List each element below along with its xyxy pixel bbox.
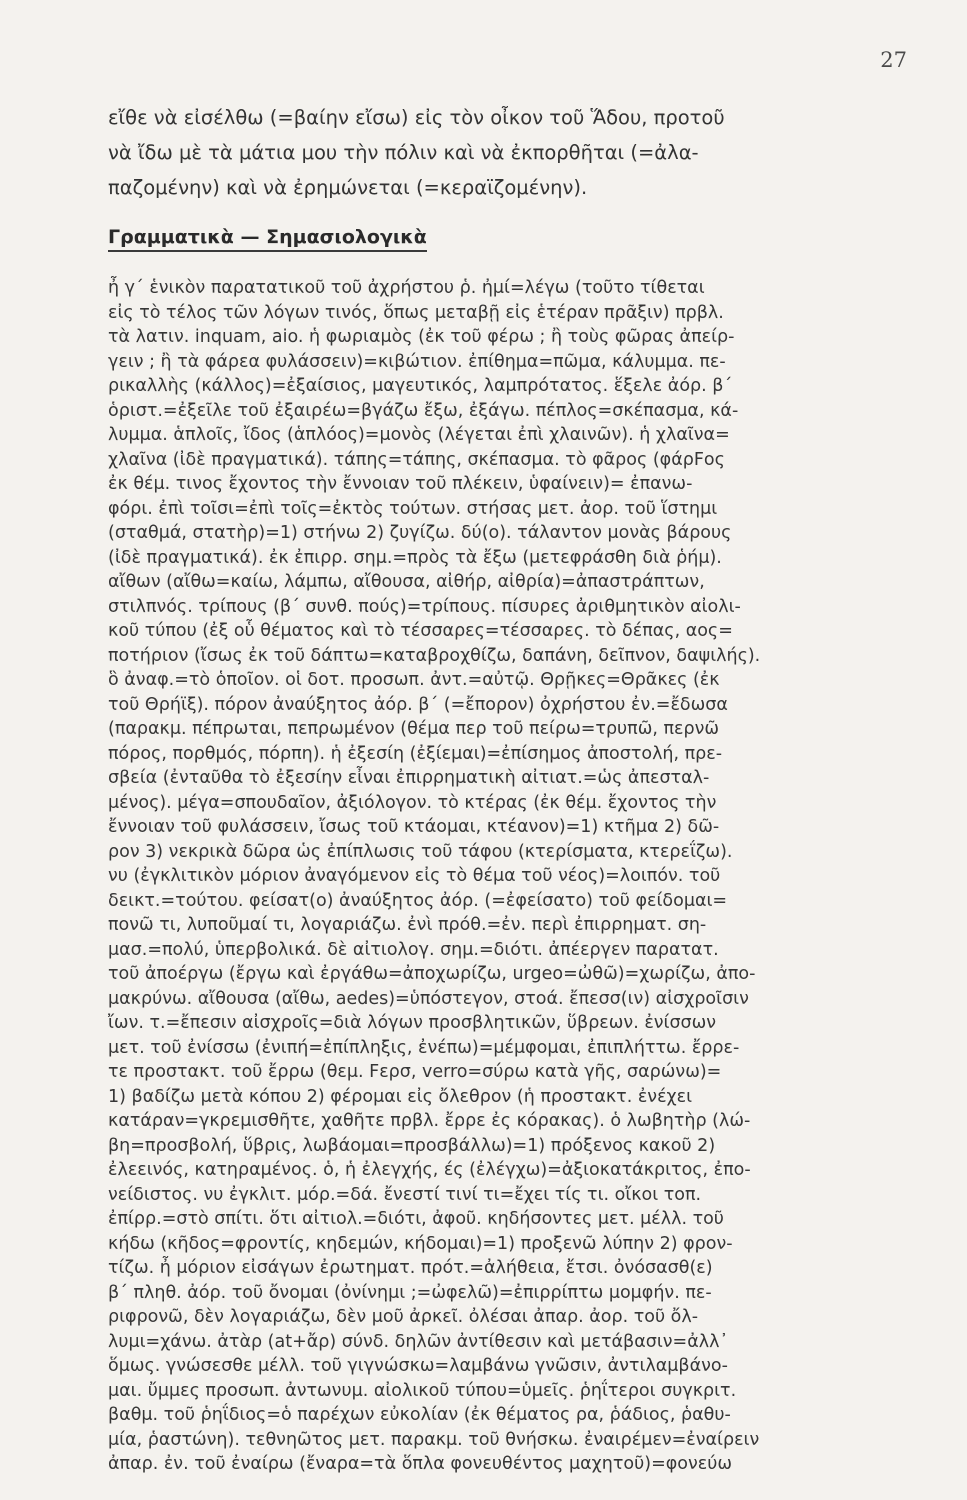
text-line: αἴθων (αἴθω=καίω, λάμπω, αἴθουσα, αἰθήρ, αἰθρία)=ἀπαστράπτων, [108,572,705,592]
text-line: πόρος, πορθμός, πόρπη). ἡ ἐξεσίη (ἐξίεμαι)=ἐπίσημος ἀποστολή, πρε- [108,743,723,764]
page-number: 27 [880,48,907,72]
text-line: τὰ λατιν. inquam, aio. ἡ φωριαμὸς (ἐκ τοῦ φέρω ; ἢ τοὺς φῶρας ἀπείρ- [108,327,735,347]
translation-paragraph [108,100,898,205]
text-line: λυμμα. ἁπλοῖς, ἴδος (ἁπλόος)=μονὸς (λέγεται ἐπὶ χλαινῶν). ἡ χλαῖνα= [108,425,730,445]
text-line: τίζω. ἦ μόριον εἰσάγων ἐρωτηματ. πρότ.=ἀλήθεια, ἔτσι. ὀνόσασθ(ε) [108,1258,713,1278]
text-line: κήδω (κῆδος=φροντίς, κηδεμών, κήδομαι)=1) προξενῶ λύπην 2) φρον- [108,1233,733,1254]
text-line: κατάραν=γκρεμισθῆτε, χαθῆτε πρβλ. ἔρρε ἐς κόρακας). ὁ λωβητὴρ (λώ- [108,1111,751,1131]
text-line: νυ (ἐγκλιτικὸν μόριον ἀναγόμενον εἰς τὸ θέμα τοῦ νέος)=λοιπόν. τοῦ [108,866,721,886]
text-line: β΄ πληθ. ἀόρ. τοῦ ὄνομαι (ὀνίνημι ;=ὠφελῶ)=ἐπιρρίπτω μομφήν. πε- [108,1282,712,1303]
text-line: τε προστακτ. τοῦ ἔρρω (θεμ. Fερσ, verro=σύρω κατὰ γῆς, σαρώνω)= [108,1062,722,1082]
text-line: λυμι=χάνω. ἀτὰρ (at+ἄρ) σύνδ. δηλῶν ἀντίθεσιν καὶ μετάβασιν=ἀλλ᾽ [108,1331,729,1352]
text-line: νείδιστος. νυ ἐγκλιτ. μόρ.=δά. ἔνεστί τινί τι=ἔχει τίς τι. οἴκοι τοπ. [108,1184,702,1205]
text-line: τοῦ Θρήϊξ). πόρον ἀναύξητος ἀόρ. β΄ (=ἔπορον) ὀχρήστου ἐν.=ἔδωσα [108,694,728,715]
text-line: χλαῖνα (ἰδὲ πραγματικά). τάπης=τάπης, σκέπασμα. τὸ φᾶρος (φάρFος [108,449,725,470]
text-line: τοῦ ἀποέργω (ἔργω καὶ ἐργάθω=ἀποχωρίζω, urgeo=ὠθῶ)=χωρίζω, ἀπο- [108,964,756,984]
text-line: παζομένην) καὶ νὰ ἐρημώνεται (=κεραϊζομένην). [108,176,588,199]
text-line: μασ.=πολύ, ὑπερβολικά. δὲ αἰτιολογ. σημ.=διότι. ἀπέεργεν παρατατ. [108,939,719,960]
text-line: πονῶ τι, λυποῦμαί τι, λογαριάζω. ἐνὶ πρόθ.=ἐν. περὶ ἐπιρρηματ. ση- [108,915,707,935]
text-line: στιλπνός. τρίπους (β΄ συνθ. πούς)=τρίπους. πίσυρες ἀριθμητικὸν αἰολι- [108,596,741,617]
text-line: ἦ γ΄ ἑνικὸν παρατατικοῦ τοῦ ἀχρήστου ῥ. ἠμί=λέγω (τοῦτο τίθεται [108,278,705,298]
text-line: ριφρονῶ, δὲν λογαριάζω, δὲν μοῦ ἀρκεῖ. ὀλέσαι ἀπαρ. ἀορ. τοῦ ὄλ- [108,1307,699,1327]
text-line: μαι. ὔμμες προσωπ. ἀντωνυμ. αἰολικοῦ τύπου=ὑμεῖς. ῥηΐτεροι συγκριτ. [108,1380,737,1401]
text-line: βη=προσβολή, ὕβρις, λωβάομαι=προσβάλλω)=1) πρόξενος κακοῦ 2) [108,1135,716,1156]
text-line: σβεία (ἐνταῦθα τὸ ἐξεσίην εἶναι ἐπιρρηματικὴ αἰτιατ.=ὡς ἀπεσταλ- [108,768,710,788]
text-line: ἐλεεινός, κατηραμένος. ὁ, ἡ ἐλεγχής, ές (ἐλέγχω)=ἀξιοκατάκριτος, ἐπο- [108,1160,751,1180]
text-line: ἐκ θέμ. τινος ἔχοντος τὴν ἔννοιαν τοῦ πλέκειν, ὑφαίνειν)= ἐπανω- [108,474,693,494]
text-line: ὁριστ.=ἐξεῖλε τοῦ ἐξαιρέω=βγάζω ἔξω, ἐξάγω. πέπλος=σκέπασμα, κά- [108,400,739,421]
text-line: εἰς τὸ τέλος τῶν λόγων τινός, ὅπως μεταβῇ εἰς ἑτέραν πρᾶξιν) πρβλ. [108,302,724,323]
text-line: ὃ ἀναφ.=τὸ ὁποῖον. οἱ δοτ. προσωπ. ἀντ.=αὐτῷ. Θρῇκες=Θρᾶκες (ἐκ [108,670,720,690]
text-line: δεικτ.=τούτου. φείσατ(ο) ἀναύξητος ἀόρ. (=ἐφείσατο) τοῦ φείδομαι= [108,890,728,911]
text-line: νὰ ἴδω μὲ τὰ μάτια μου τὴν πόλιν καὶ νὰ ἐκπορθῆται (=ἀλα- [108,141,699,164]
text-line: ἔννοιαν τοῦ φυλάσσειν, ἴσως τοῦ κτάομαι, κτέανον)=1) κτῆμα 2) δῶ- [108,817,720,837]
text-line: 1) βαδίζω μετὰ κόπου 2) φέρομαι εἰς ὄλεθρον (ἡ προστακτ. ἐνέχει [108,1086,693,1107]
text-line: εἴθε νὰ εἰσέλθω (=βαίην εἴσω) εἰς τὸν οἶκον τοῦ Ἅδου, προτοῦ [108,106,725,129]
text-line: φόρι. ἐπὶ τοῖσι=ἐπὶ τοῖς=ἐκτὸς τούτων. στήσας μετ. ἀορ. τοῦ ἵστημι [108,498,718,519]
text-line: ἴων. τ.=ἔπεσιν αἰσχροῖς=διὰ λόγων προσβλητικῶν, ὕβρεων. ἐνίσσων [108,1013,717,1033]
text-line: μία, ῥαστώνη). τεθνηῶτος μετ. παρακμ. τοῦ θνήσκω. ἐναιρέμεν=ἐναίρειν [108,1429,760,1450]
text-line: γειν ; ἢ τὰ φάρεα φυλάσσειν)=κιβώτιον. ἐπίθημα=πῶμα, κάλυμμα. πε- [108,351,726,372]
grammar-notes [108,276,903,1477]
text-line: κοῦ τύπου (ἐξ οὗ θέματος καὶ τὸ τέσσαρες=τέσσαρες. τὸ δέπας, αος= [108,621,733,641]
text-line: βαθμ. τοῦ ῥηΐδιος=ὁ παρέχων εὐκολίαν (ἐκ θέματος ρα, ῥάδιος, ῥαθυ- [108,1405,731,1425]
text-line: (σταθμά, στατὴρ)=1) στήνω 2) ζυγίζω. δύ(ο). τάλαντον μονὰς βάρους [108,523,732,543]
text-line: μένος). μέγα=σπουδαῖον, ἀξιόλογον. τὸ κτέρας (ἐκ θέμ. ἔχοντος τὴν [108,792,717,813]
section-heading: Γραμματικὰ — Σημασιολογικὰ [108,226,427,252]
text-line: ρον 3) νεκρικὰ δῶρα ὡς ἐπίπλωσις τοῦ τάφου (κτερίσματα, κτερεΐζω). [108,841,733,862]
text-line: ἀπαρ. ἐν. τοῦ ἐναίρω (ἔναρα=τὰ ὅπλα φονευθέντος μαχητοῦ)=φονεύω [108,1454,733,1474]
text-line: ποτήριον (ἴσως ἐκ τοῦ δάπτω=καταβροχθίζω, δαπάνη, δεῖπνον, δαψιλής). [108,645,761,666]
text-line: ὅμως. γνώσεσθε μέλλ. τοῦ γιγνώσκω=λαμβάνω γνῶσιν, ἀντιλαμβάνο- [108,1356,728,1376]
text-line: (παρακμ. πέπρωται, πεπρωμένον (θέμα περ τοῦ πείρω=τρυπῶ, περνῶ [108,719,720,739]
text-line: ἐπίρρ.=στὸ σπίτι. ὅτι αἰτιολ.=διότι, ἀφοῦ. κηδήσοντες μετ. μέλλ. τοῦ [108,1209,724,1229]
text-line: μακρύνω. αἴθουσα (αἴθω, aedes)=ὑπόστεγον, στοά. ἔπεσσ(ιν) αἰσχροῖσιν [108,988,749,1009]
text-line: ρικαλλὴς (κάλλος)=ἐξαίσιος, μαγευτικός, λαμπρότατος. ἕξελε ἀόρ. β΄ [108,376,733,396]
text-line: (ἰδὲ πραγματικά). ἐκ ἐπιρρ. σημ.=πρὸς τὰ ἔξω (μετεφράσθη διὰ ῥήμ). [108,547,722,568]
text-line: μετ. τοῦ ἐνίσσω (ἐνιπή=ἐπίπληξις, ἐνέπω)=μέμφομαι, ἐπιπλήττω. ἔρρε- [108,1037,740,1058]
